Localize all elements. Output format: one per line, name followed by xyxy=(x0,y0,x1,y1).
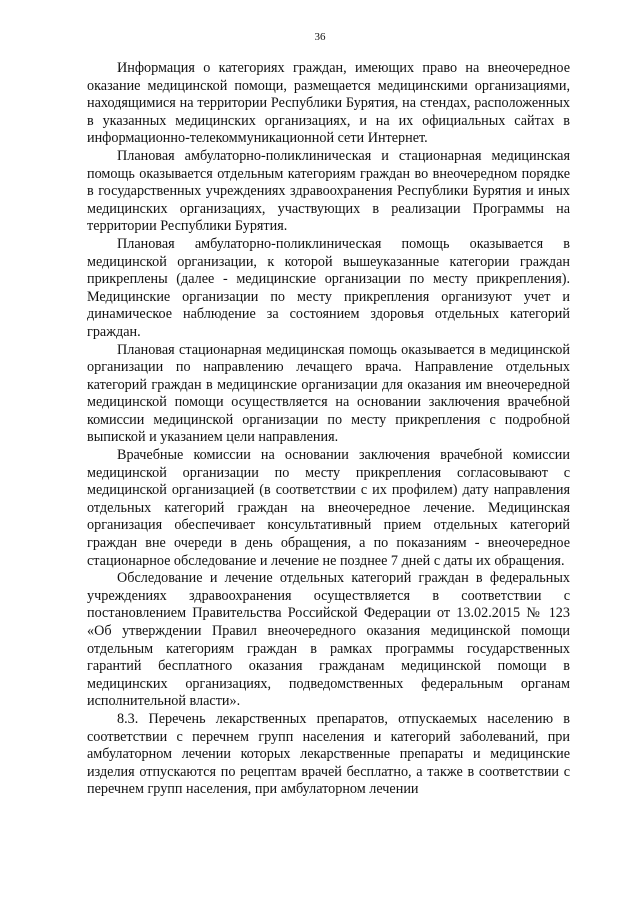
page-number: 36 xyxy=(314,31,326,43)
paragraph-outpatient-care: Плановая амбулаторно-поликлиническая помощь оказывается в медицинской организации, к которой вышеуказанные категории граждан прикреплены (далее - медицинские организации по месту прикрепления). Медицинские организации по месту прикрепления организуют учет и динамическое наблюдение за состоянием здоровья отдельных категорий граждан. xyxy=(87,235,570,340)
paragraph-medical-commissions: Врачебные комиссии на основании заключения врачебной комиссии медицинской организации по месту прикрепления согласовывают с медицинской организацией (в соответствии с их профилем) дату направления отдельных категорий граждан на внеочередное лечение. Медицинская организация обеспечивает консультативный прием отдельных категорий граждан вне очереди в день обращения, а по показаниям - внеочередное стационарное обследование и лечение не позднее 7 дней с даты их обращения. xyxy=(87,447,570,569)
paragraph-inpatient-care: Плановая стационарная медицинская помощь оказывается в медицинской организации по направлению лечащего врача. Направление отдельных категорий граждан в медицинские организации для оказания им внеочередной медицинской помощи осуществляется на основании заключения врачебной комиссии медицинской организации по месту прикрепления с подробной выпиской и указанием цели направления. xyxy=(87,341,570,446)
paragraph-planned-care: Плановая амбулаторно-поликлиническая и стационарная медицинская помощь оказывается отдельным категориям граждан во внеочередном порядке в государственных учреждениях здравоохранения Республики Бурятия и иных медицинских организациях, участвующих в реализации Программы на территории Республики Бурятия. xyxy=(87,147,570,235)
paragraph-info-categories: Информация о категориях граждан, имеющих право на внеочередное оказание медицинской помощи, размещается медицинскими организациями, находящимися на территории Республики Бурятия, на стендах, расположенных в указанных медицинских организациях, и на их официальных сайтах в информационно-телекоммуникационной сети Интернет. xyxy=(87,60,570,147)
paragraph-federal-institutions: Обследование и лечение отдельных категорий граждан в федеральных учреждениях здравоохранения осуществляется в соответствии с постановлением Правительства Российской Федерации от 13.02.2015 № 123 «Об утверждении Правил внеочередного оказания медицинской помощи отдельным категориям граждан в рамках программы государственных гарантий бесплатного оказания гражданам медицинской помощи в медицинских организациях, подведомственных федеральным органам исполнительной власти». xyxy=(87,570,570,710)
page-content xyxy=(87,60,570,799)
paragraph-section-8-3: 8.3. Перечень лекарственных препаратов, отпускаемых населению в соответствии с перечнем групп населения и категорий заболеваний, при амбулаторном лечении которых лекарственные препараты и медицинские изделия отпускаются по рецептам врачей бесплатно, а также в соответствии с перечнем групп населения, при амбулаторном лечении xyxy=(87,710,570,798)
